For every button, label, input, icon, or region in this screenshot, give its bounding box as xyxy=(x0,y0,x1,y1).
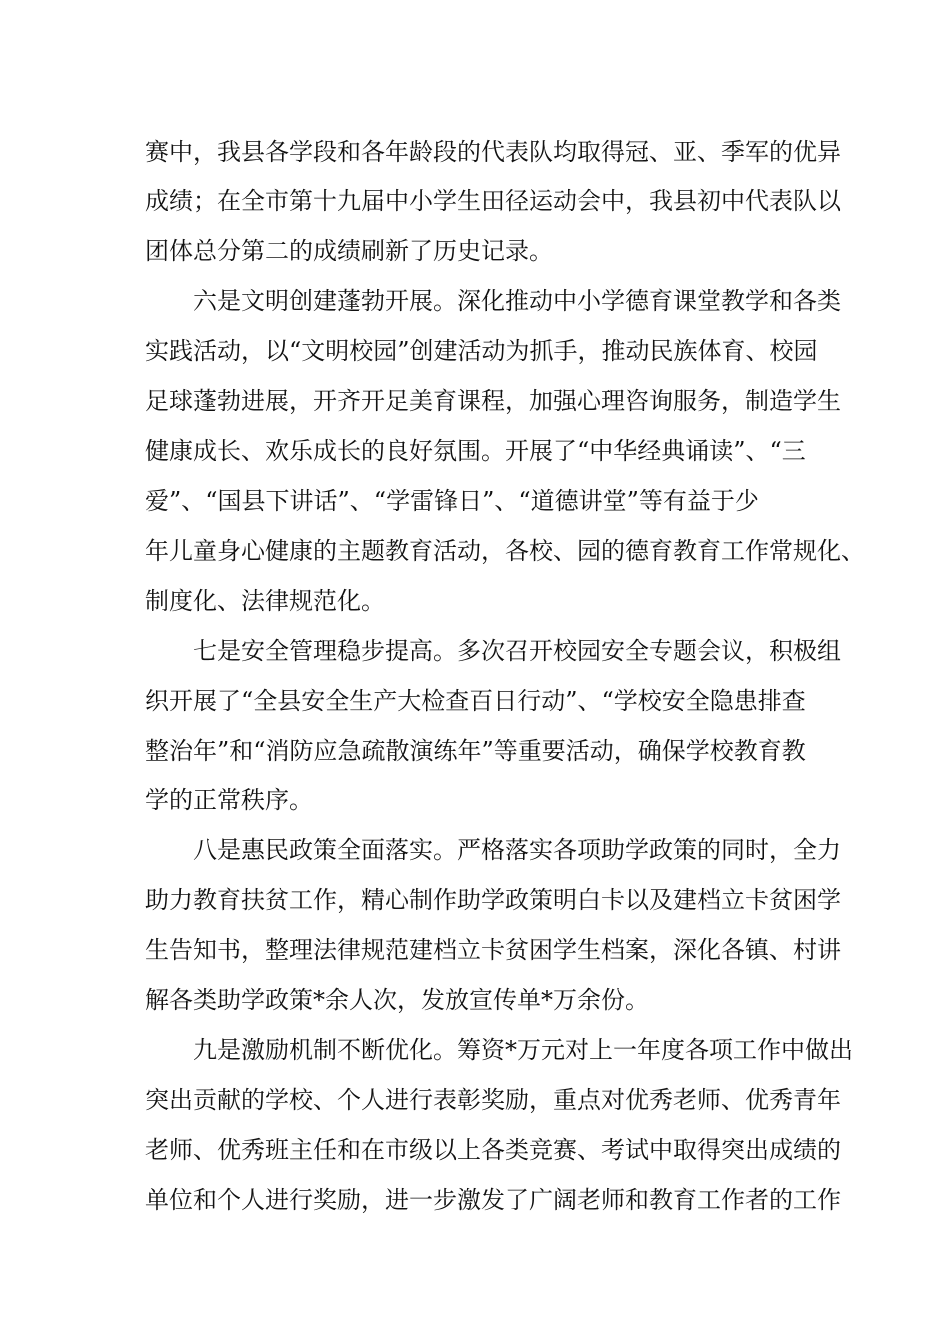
text-line: 爱”、“国县下讲话”、“学雷锋日”、“道德讲堂”等有益于少 xyxy=(145,487,759,515)
text-line: 学的正常秩序。 xyxy=(145,786,313,814)
text-line: 助力教育扶贫工作，精心制作助学政策明白卡以及建档立卡贫困学 xyxy=(145,886,841,914)
text-line: 足球蓬勃进展，开齐开足美育课程，加强心理咨询服务，制造学生 xyxy=(145,387,841,415)
text-line: 年儿童身心健康的主题教育活动，各校、园的德育教育工作常规化、 xyxy=(145,537,865,565)
paragraph-six-heading-line: 六是文明创建蓬勃开展。深化推动中小学德育课堂教学和各类 xyxy=(193,287,841,315)
text-line: 团体总分第二的成绩刷新了历史记录。 xyxy=(145,237,553,265)
text-line: 老师、优秀班主任和在市级以上各类竞赛、考试中取得突出成绩的 xyxy=(145,1136,841,1164)
text-line: 成绩；在全市第十九届中小学生田径运动会中，我县初中代表队以 xyxy=(145,187,841,215)
text-line: 解各类助学政策*余人次，发放宣传单*万余份。 xyxy=(145,986,649,1014)
text-line: 生告知书，整理法律规范建档立卡贫困学生档案，深化各镇、村讲 xyxy=(145,936,841,964)
text-line: 整治年”和“消防应急疏散演练年”等重要活动，确保学校教育教 xyxy=(145,737,806,765)
paragraph-eight-heading-line: 八是惠民政策全面落实。严格落实各项助学政策的同时，全力 xyxy=(193,836,841,864)
text-line: 赛中，我县各学段和各年龄段的代表队均取得冠、亚、季军的优异 xyxy=(145,138,841,166)
text-line: 制度化、法律规范化。 xyxy=(145,587,385,615)
text-line: 实践活动，以“文明校园”创建活动为抓手，推动民族体育、校园 xyxy=(145,337,818,365)
text-line: 突出贡献的学校、个人进行表彰奖励，重点对优秀老师、优秀青年 xyxy=(145,1086,841,1114)
paragraph-nine-heading-line: 九是激励机制不断优化。筹资*万元对上一年度各项工作中做出 xyxy=(193,1036,853,1064)
text-line: 单位和个人进行奖励，进一步激发了广阔老师和教育工作者的工作 xyxy=(145,1186,841,1214)
text-line: 织开展了“全县安全生产大检查百日行动”、“学校安全隐患排查 xyxy=(145,687,806,715)
paragraph-seven-heading-line: 七是安全管理稳步提高。多次召开校园安全专题会议，积极组 xyxy=(193,637,841,665)
text-line: 健康成长、欢乐成长的良好氛围。开展了“中华经典诵读”、“三 xyxy=(145,437,806,465)
